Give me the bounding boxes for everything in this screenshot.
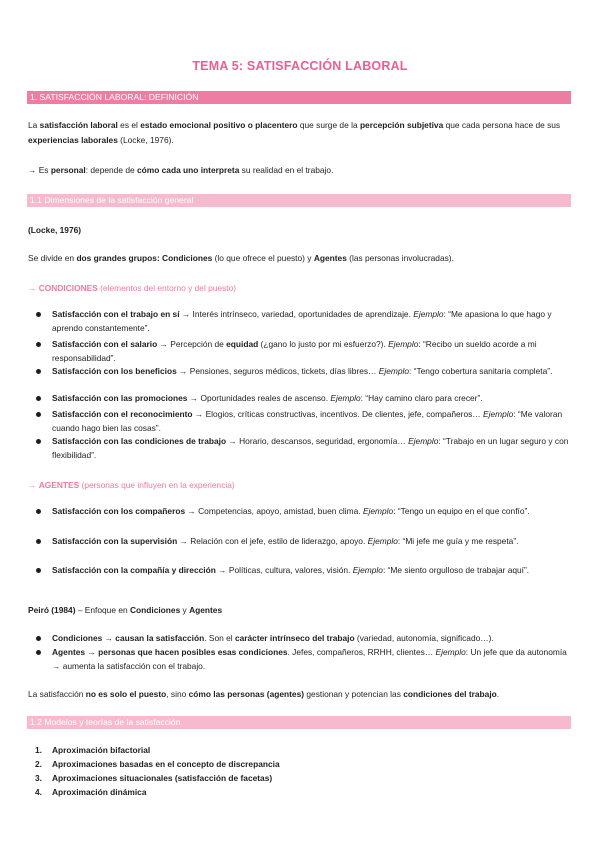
bullet-icon bbox=[36, 439, 41, 444]
numbered-item-3: 3. Aproximaciones situacionales (satisfacción de facetas) bbox=[35, 773, 273, 783]
list-item-beneficios: Satisfacción con los beneficios → Pensiones, seguros médicos, tickets, días libres… Ejemplo: “Tengo cobertura sanitaria completa”. bbox=[52, 365, 572, 379]
section-header-definicion: 1. SATISFACCIÓN LABORAL: DEFINICIÓN bbox=[27, 91, 571, 104]
bullet-icon bbox=[36, 412, 41, 417]
peiro-heading: Peiró (1984) – Enfoque en Condiciones y Agentes bbox=[28, 605, 223, 615]
list-item-peiro-condiciones: Condiciones → causan la satisfacción. Son el carácter intrínseco del trabajo (variedad, autonomía, significado…). bbox=[52, 632, 572, 646]
condiciones-heading: → CONDICIONES (elementos del entorno y del puesto) bbox=[28, 283, 237, 293]
numbered-item-1: 1. Aproximación bifactorial bbox=[35, 745, 151, 755]
subsection-header-dimensiones: 1.1 Dimensiones de la satisfacción general bbox=[27, 194, 571, 207]
numbered-item-4: 4. Aproximación dinámica bbox=[35, 787, 147, 797]
list-item-condiciones-trabajo: Satisfacción con las condiciones de trabajo → Horario, descansos, seguridad, ergonomía… Ejemplo: “Trabajo en un lugar seguro y con flexibilidad”. bbox=[52, 435, 572, 462]
numbered-item-2: 2. Aproximaciones basadas en el concepto de discrepancia bbox=[35, 759, 280, 769]
subsection-header-modelos: 1.2 Modelos y teorías de la satisfacción bbox=[27, 716, 571, 729]
document-title: TEMA 5: SATISFACCIÓN LABORAL bbox=[192, 59, 408, 73]
list-item-reconocimiento: Satisfacción con el reconocimiento → Elogios, críticas constructivas, incentivos. De clientes, jefe, compañeros… Ejemplo: “Me valoran cuando hago bien las cosas”. bbox=[52, 408, 572, 435]
list-item-supervision: Satisfacción con la supervisión → Relación con el jefe, estilo de liderazgo, apoyo. Ejemplo: “Mi jefe me guía y me respeta”. bbox=[52, 535, 572, 549]
bullet-icon bbox=[36, 312, 41, 317]
personal-paragraph: → Es personal: depende de cómo cada uno interpreta su realidad en el trabajo. bbox=[28, 165, 334, 175]
bullet-icon bbox=[36, 539, 41, 544]
list-item-salario: Satisfacción con el salario → Percepción de equidad (¿gano lo justo por mi esfuerzo?). Ejemplo: “Recibo un sueldo acorde a mi responsabilidad”. bbox=[52, 338, 572, 365]
definition-paragraph: La satisfacción laboral es el estado emocional positivo o placentero que surge de la percepción subjetiva que cada persona hace de sus experiencias laborales (Locke, 1976). bbox=[28, 120, 561, 145]
list-item-companeros: Satisfacción con los compañeros → Competencias, apoyo, amistad, buen clima. Ejemplo: “Tengo un equipo en el que confío”. bbox=[52, 505, 572, 519]
list-item-promociones: Satisfacción con las promociones → Oportunidades reales de ascenso. Ejemplo: “Hay camino claro para crecer”. bbox=[52, 392, 572, 406]
agentes-heading: → AGENTES (personas que influyen en la experiencia) bbox=[28, 480, 235, 490]
bullet-icon bbox=[36, 396, 41, 401]
bullet-icon bbox=[36, 650, 41, 655]
bullet-icon bbox=[36, 342, 41, 347]
bullet-icon bbox=[36, 636, 41, 641]
conclusion-paragraph: La satisfacción no es solo el puesto, sino cómo las personas (agentes) gestionan y potencian las condiciones del trabajo. bbox=[28, 689, 500, 699]
list-item-compania: Satisfacción con la compañía y dirección → Políticas, cultura, valores, visión. Ejemplo: “Me siento orgulloso de trabajar aquí”. bbox=[52, 564, 572, 578]
bullet-icon bbox=[36, 369, 41, 374]
bullet-icon bbox=[36, 568, 41, 573]
locke-reference: (Locke, 1976) bbox=[28, 225, 82, 235]
list-item-peiro-agentes: Agentes → personas que hacen posibles esas condiciones. Jefes, compañeros, RRHH, clientes… Ejemplo: Un jefe que da autonomía → aumenta la satisfacción con el trabajo. bbox=[52, 646, 572, 673]
list-item-trabajo: Satisfacción con el trabajo en sí → Interés intrínseco, variedad, oportunidades de aprendizaje. Ejemplo: “Me apasiona lo que hago y aprendo constantemente”. bbox=[52, 308, 572, 335]
bullet-icon bbox=[36, 509, 41, 514]
divide-paragraph: Se divide en dos grandes grupos: Condiciones (lo que ofrece el puesto) y Agentes (las personas involucradas). bbox=[28, 253, 454, 263]
